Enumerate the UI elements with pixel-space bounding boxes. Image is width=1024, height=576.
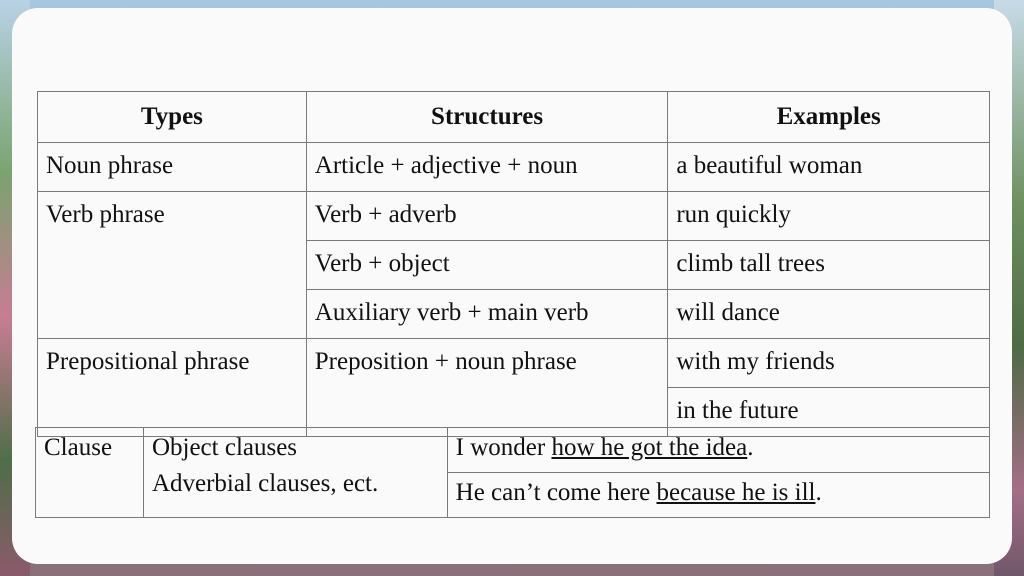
example-cell: with my friends [668, 339, 990, 388]
header-structures: Structures [306, 92, 668, 143]
clause-example-cell [447, 428, 989, 473]
header-row [38, 92, 990, 143]
structure-cell: Article + adjective + noun [306, 143, 668, 192]
structure-cell: Preposition + noun phrase [306, 339, 668, 437]
underlined-clause: how he got the idea [551, 434, 748, 461]
structure-cell: Verb + adverb [306, 192, 668, 241]
example-cell: a beautiful woman [668, 143, 990, 192]
example-cell: will dance [668, 290, 990, 339]
type-cell: Verb phrase [38, 192, 307, 339]
clause-example-cell [447, 473, 989, 518]
table-row [38, 339, 990, 388]
type-cell: Prepositional phrase [38, 339, 307, 437]
phrase-table [37, 91, 990, 437]
underlined-clause: because he is ill [656, 479, 816, 506]
table-row [38, 192, 990, 241]
table-row [38, 143, 990, 192]
table-row [36, 428, 990, 473]
clause-subtypes-cell [143, 428, 447, 518]
clause-type-cell: Clause [36, 428, 144, 518]
example-text: He can’t come here [455, 479, 657, 506]
clause-subtype: Adverbial clauses, ect. [151, 470, 379, 497]
clause-table [35, 427, 990, 518]
structure-cell: Auxiliary verb + main verb [306, 290, 668, 339]
example-cell: run quickly [668, 192, 990, 241]
structure-cell: Verb + object [306, 241, 668, 290]
type-cell: Noun phrase [38, 143, 307, 192]
example-punctuation: . [747, 434, 754, 461]
example-cell: in the future [668, 388, 990, 437]
example-punctuation: . [815, 479, 822, 506]
clause-subtype: Object clauses [151, 434, 298, 461]
header-types: Types [38, 92, 307, 143]
example-cell: climb tall trees [668, 241, 990, 290]
header-examples: Examples [668, 92, 990, 143]
example-text: I wonder [455, 434, 552, 461]
